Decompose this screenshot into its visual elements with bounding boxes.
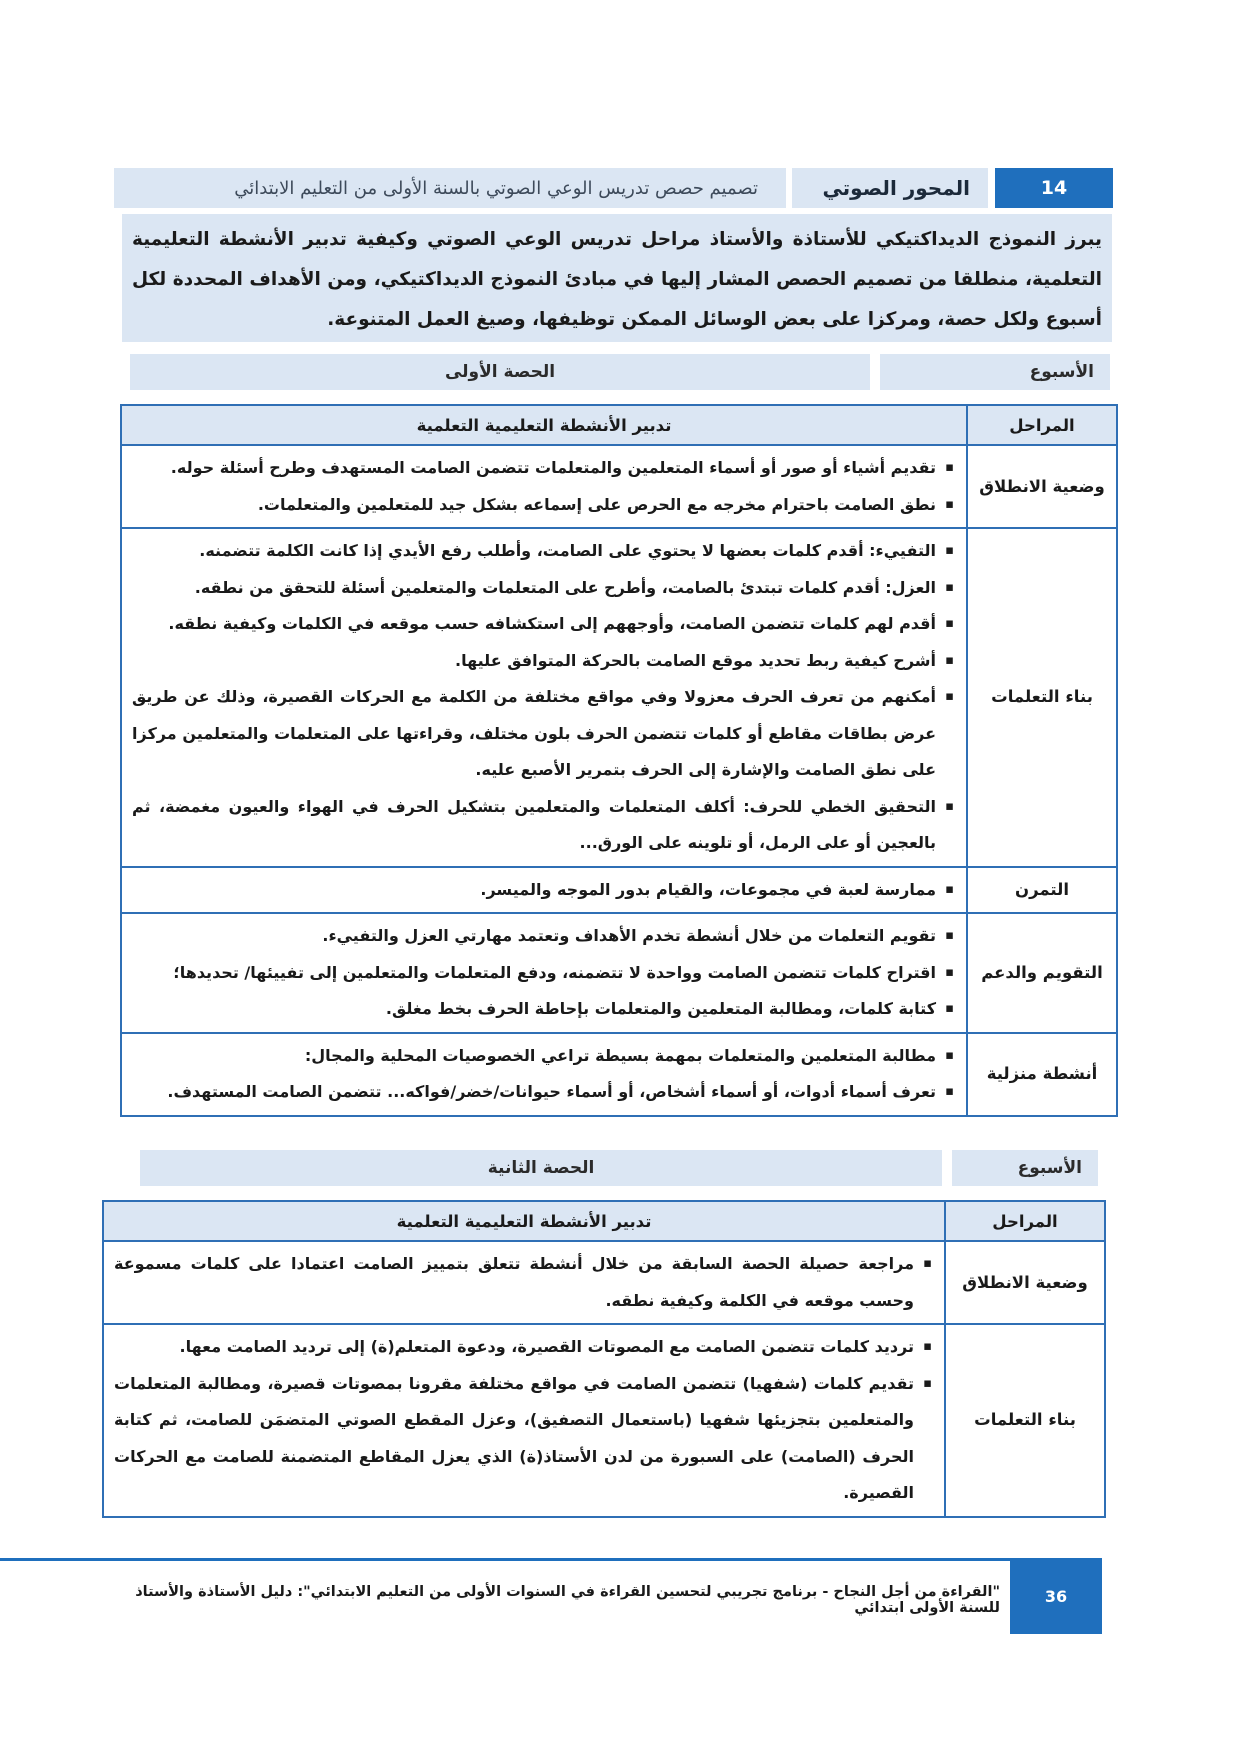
footer-rule: [0, 1558, 1010, 1561]
activities-cell: [103, 1241, 945, 1324]
col-stages-header: المراحل: [945, 1201, 1105, 1241]
list-item: ▪ تقديم أشياء أو صور أو أسماء المتعلمين والمتعلمات تتضمن الصامت المستهدف وطرح أسئلة حوله.: [132, 450, 954, 487]
section-number: 14: [995, 168, 1113, 208]
stage-cell: وضعية الانطلاق: [945, 1241, 1105, 1324]
list-item: ▪ كتابة كلمات، ومطالبة المتعلمين والمتعلمات بإحاطة الحرف بخط مغلق.: [132, 991, 954, 1028]
stage-cell: أنشطة منزلية: [967, 1033, 1117, 1116]
activity-list: [114, 1329, 932, 1512]
table-row: [121, 528, 1117, 867]
week-label-1: الأسبوع: [880, 354, 1110, 390]
activity-list: [132, 918, 954, 1028]
stage-cell: وضعية الانطلاق: [967, 445, 1117, 528]
week-label-2: الأسبوع: [952, 1150, 1098, 1186]
list-item: ▪ أمكنهم من تعرف الحرف معزولا وفي مواقع مختلفة من الكلمة مع الحركات القصيرة، وذلك عن طريق عرض بطاقات مقاطع أو كلمات تتضمن الحرف بلون مختلف، وقراءتها على المتعلمات والمتعلمين مركزا على نطق الصامت والإشارة إلى الحرف بتمرير الأصبع عليه.: [132, 679, 954, 789]
list-item: ▪ تعرف أسماء أدوات، أو أسماء أشخاص، أو أسماء حيوانات/خضر/فواكه... تتضمن الصامت المستهدف.: [132, 1074, 954, 1111]
activity-list: [132, 1038, 954, 1111]
list-item: ▪ ترديد كلمات تتضمن الصامت مع المصوتات القصيرة، ودعوة المتعلم(ة) إلى ترديد الصامت معها.: [114, 1329, 932, 1366]
table-header-row: [121, 405, 1117, 445]
table-body-1: [121, 445, 1117, 1116]
list-item: ▪ التحقيق الخطي للحرف: أكلف المتعلمات والمتعلمين بتشكيل الحرف في الهواء والعيون مغمضة، ثم بالعجين أو على الرمل، أو تلوينه على الورق...: [132, 789, 954, 862]
intro-paragraph: يبرز النموذج الديداكتيكي للأستاذة والأستاذ مراحل تدريس الوعي الصوتي وكيفية تدبير الأنشطة التعليمية التعلمية، منطلقا من تصميم الحصص المشار إليها في مبادئ النموذج الديداكتيكي، ومن الأهداف المحددة لكل أسبوع ولكل حصة، ومركزا على بعض الوسائل الممكن توظيفها، وصيغ العمل المتنوعة.: [122, 214, 1112, 342]
list-item: ▪ التفييء: أقدم كلمات بعضها لا يحتوي على الصامت، وأطلب رفع الأيدي إذا كانت الكلمة تتضمنه.: [132, 533, 954, 570]
activity-list: [114, 1246, 932, 1319]
table-body-2: [103, 1241, 1105, 1517]
col-activities-header: تدبير الأنشطة التعليمية التعلمية: [103, 1201, 945, 1241]
stage-cell: بناء التعلمات: [945, 1324, 1105, 1517]
activities-cell: [121, 867, 967, 914]
list-item: ▪ تقويم التعلمات من خلال أنشطة تخدم الأهداف وتعتمد مهارتي العزل والتفييء.: [132, 918, 954, 955]
stage-cell: بناء التعلمات: [967, 528, 1117, 867]
activities-cell: [121, 528, 967, 867]
stage-cell: التقويم والدعم: [967, 913, 1117, 1033]
page-number: 36: [1010, 1558, 1102, 1634]
list-item: ▪ ممارسة لعبة في مجموعات، والقيام بدور الموجه والميسر.: [132, 872, 954, 909]
list-item: ▪ العزل: أقدم كلمات تبتدئ بالصامت، وأطرح على المتعلمات والمتعلمين أسئلة للتحقق من نطقه.: [132, 570, 954, 607]
table-row: [121, 445, 1117, 528]
activities-cell: [121, 445, 967, 528]
table-row: [121, 867, 1117, 914]
lesson-table-1: [120, 404, 1118, 1117]
list-item: ▪ أشرح كيفية ربط تحديد موقع الصامت بالحركة المتوافق عليها.: [132, 643, 954, 680]
table-row: [121, 1033, 1117, 1116]
activity-list: [132, 872, 954, 909]
list-item: ▪ مراجعة حصيلة الحصة السابقة من خلال أنشطة تتعلق بتمييز الصامت اعتمادا على كلمات مسموعة وحسب موقعه في الكلمة وكيفية نطقه.: [114, 1246, 932, 1319]
activities-cell: [103, 1324, 945, 1517]
list-item: ▪ نطق الصامت باحترام مخرجه مع الحرص على إسماعه بشكل جيد للمتعلمين والمتعلمات.: [132, 487, 954, 524]
section-title: تصميم حصص تدريس الوعي الصوتي بالسنة الأولى من التعليم الابتدائي: [114, 168, 786, 208]
col-activities-header: تدبير الأنشطة التعليمية التعلمية: [121, 405, 967, 445]
table-row: [103, 1324, 1105, 1517]
footer-citation: "القراءة من أجل النجاح - برنامج تجريبي لتحسين القراءة في السنوات الأولى من التعليم الابتدائي": دليل الأستاذة والأستاذ للسنة الأولى ابتدائي: [135, 1584, 1000, 1616]
list-item: ▪ مطالبة المتعلمين والمتعلمات بمهمة بسيطة تراعي الخصوصيات المحلية والمجال:: [132, 1038, 954, 1075]
list-item: ▪ أقدم لهم كلمات تتضمن الصامت، وأوجههم إلى استكشافه حسب موقعه في الكلمات وكيفية نطقه.: [132, 606, 954, 643]
activities-cell: [121, 913, 967, 1033]
col-stages-header: المراحل: [967, 405, 1117, 445]
activity-list: [132, 533, 954, 862]
table-row: [121, 913, 1117, 1033]
activity-list: [132, 450, 954, 523]
list-item: ▪ تقديم كلمات (شفهيا) تتضمن الصامت في مواقع مختلفة مقرونا بمصوتات قصيرة، ومطالبة المتعلمات والمتعلمين بتجزيئها شفهيا (باستعمال التصفيق)، وعزل المقطع الصوتي المتضمَن للصامت، ثم كتابة الحرف (الصامت) على السبورة من لدن الأستاذ(ة) الذي يعزل المقاطع المتضمنة للصامت مع الحركات القصيرة.: [114, 1366, 932, 1512]
axis-label: المحور الصوتي: [792, 168, 988, 208]
session-label-2: الحصة الثانية: [140, 1150, 942, 1186]
list-item: ▪ اقتراح كلمات تتضمن الصامت وواحدة لا تتضمنه، ودفع المتعلمات والمتعلمين إلى تفييئها/ تحديدها؛: [132, 955, 954, 992]
stage-cell: التمرن: [967, 867, 1117, 914]
table-header-row: [103, 1201, 1105, 1241]
activities-cell: [121, 1033, 967, 1116]
table-row: [103, 1241, 1105, 1324]
lesson-table-2: [102, 1200, 1106, 1518]
session-label-1: الحصة الأولى: [130, 354, 870, 390]
